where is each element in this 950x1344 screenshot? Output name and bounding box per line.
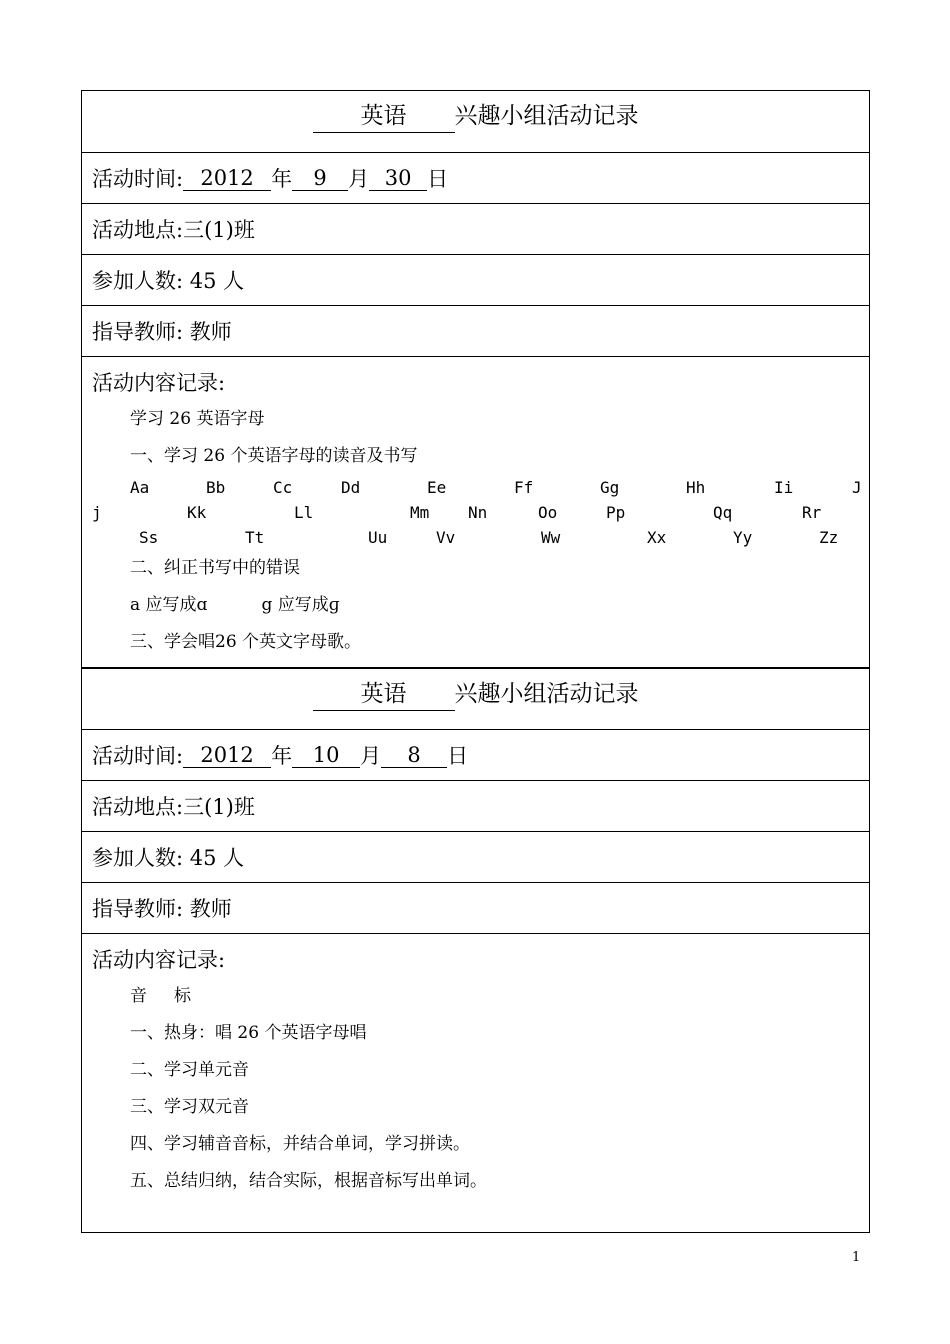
year-unit: 年 bbox=[271, 744, 293, 768]
letter: Ss bbox=[139, 528, 159, 547]
activity-time-row bbox=[82, 153, 869, 204]
content-line: 五、总结归纳，结合实际，根据音标写出单词。 bbox=[130, 1171, 487, 1191]
letter: Hh bbox=[686, 478, 706, 497]
record-title bbox=[82, 91, 869, 153]
time-label: 活动时间: bbox=[92, 167, 184, 191]
letter: Aa bbox=[130, 478, 150, 497]
month-unit: 月 bbox=[348, 167, 370, 191]
letter: Cc bbox=[273, 478, 293, 497]
content-section bbox=[82, 357, 869, 667]
participants-row bbox=[82, 832, 869, 883]
day-unit: 日 bbox=[427, 167, 449, 191]
year-unit: 年 bbox=[271, 167, 293, 191]
letter: Ll bbox=[294, 503, 314, 522]
letter: Gg bbox=[600, 478, 620, 497]
record-title bbox=[82, 668, 869, 730]
content-line: 三、学会唱26 个英文字母歌。 bbox=[130, 632, 362, 652]
letter: Qq bbox=[713, 503, 733, 522]
day-field: 30 bbox=[369, 166, 427, 191]
content-label: 活动内容记录: bbox=[92, 948, 226, 972]
letter: Dd bbox=[341, 478, 361, 497]
month-field: 9 bbox=[292, 166, 348, 191]
letter: Yy bbox=[733, 528, 753, 547]
letter: Uu bbox=[368, 528, 388, 547]
content-line: 四、学习辅音音标，并结合单词，学习拼读。 bbox=[130, 1134, 470, 1154]
participants-text: 参加人数: 45 人 bbox=[92, 846, 245, 870]
teacher-row bbox=[82, 883, 869, 934]
content-line: 一、学习 26 个英语字母的读音及书写 bbox=[130, 446, 418, 466]
letter: Nn bbox=[468, 503, 488, 522]
letter: Pp bbox=[606, 503, 626, 522]
place-text: 活动地点:三(1)班 bbox=[92, 218, 255, 242]
letter: Ff bbox=[514, 478, 534, 497]
letter: J bbox=[852, 478, 862, 497]
content-line: 三、学习双元音 bbox=[130, 1097, 249, 1117]
activity-place-row bbox=[82, 781, 869, 832]
activity-record-2 bbox=[81, 667, 870, 1233]
letter: Tt bbox=[245, 528, 265, 547]
activity-time-row bbox=[82, 730, 869, 781]
teacher-text: 指导教师: 教师 bbox=[92, 320, 232, 344]
month-unit: 月 bbox=[360, 744, 382, 768]
content-section bbox=[82, 934, 869, 1232]
title-text: 兴趣小组活动记录 bbox=[454, 681, 639, 707]
letter: Oo bbox=[538, 503, 558, 522]
subject-field: 英语 bbox=[313, 97, 455, 133]
letter: Mm bbox=[410, 503, 430, 522]
letter: Vv bbox=[436, 528, 456, 547]
teacher-text: 指导教师: 教师 bbox=[92, 897, 232, 921]
year-field: 2012 bbox=[183, 743, 271, 768]
alphabet-list bbox=[92, 475, 862, 550]
content-label: 活动内容记录: bbox=[92, 371, 226, 395]
content-line: 一、热身：唱 26 个英语字母唱 bbox=[130, 1023, 367, 1043]
participants-row bbox=[82, 255, 869, 306]
content-line: 二、纠正书写中的错误 bbox=[130, 558, 300, 578]
letter: Zz bbox=[819, 528, 839, 547]
month-field: 10 bbox=[292, 743, 360, 768]
content-line: 二、学习单元音 bbox=[130, 1060, 249, 1080]
letter: Kk bbox=[187, 503, 207, 522]
document-page bbox=[81, 90, 870, 1233]
day-field: 8 bbox=[381, 743, 447, 768]
letter: Rr bbox=[802, 503, 822, 522]
page-number: 1 bbox=[852, 1250, 861, 1265]
activity-record-1 bbox=[81, 90, 870, 667]
title-text: 兴趣小组活动记录 bbox=[454, 103, 639, 129]
content-line: 学习 26 英语字母 bbox=[130, 409, 265, 429]
day-unit: 日 bbox=[447, 744, 469, 768]
year-field: 2012 bbox=[183, 166, 271, 191]
letter: Xx bbox=[647, 528, 667, 547]
letter: Ww bbox=[541, 528, 561, 547]
place-text: 活动地点:三(1)班 bbox=[92, 795, 255, 819]
activity-place-row bbox=[82, 204, 869, 255]
letter: Ii bbox=[774, 478, 794, 497]
content-line: 音 标 bbox=[130, 986, 192, 1006]
time-label: 活动时间: bbox=[92, 744, 184, 768]
letter: Bb bbox=[206, 478, 226, 497]
teacher-row bbox=[82, 306, 869, 357]
subject-field: 英语 bbox=[313, 675, 455, 711]
participants-text: 参加人数: 45 人 bbox=[92, 269, 245, 293]
content-line: a 应写成ɑ g 应写成ɡ bbox=[130, 595, 340, 615]
letter: Ee bbox=[427, 478, 447, 497]
letter: j bbox=[92, 503, 102, 522]
